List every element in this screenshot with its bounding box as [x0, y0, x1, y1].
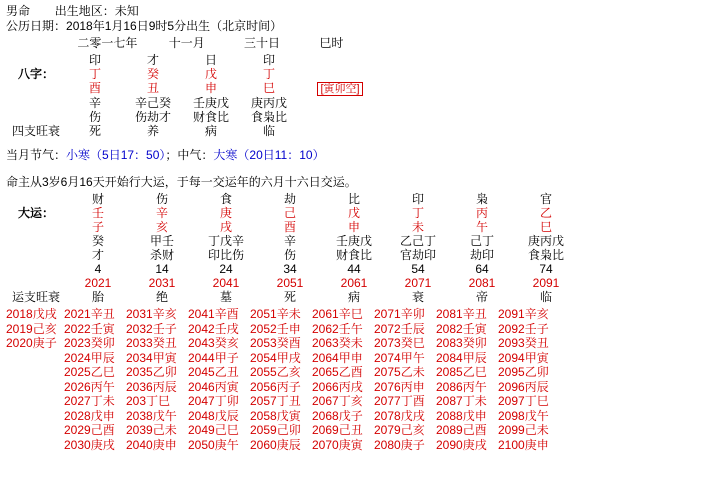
bazi-canggan-shishen-row [6, 110, 382, 124]
dayun-tiangan-row [6, 206, 578, 220]
liunian-cell: 2075乙未 [374, 365, 425, 379]
header-line-2 [6, 19, 707, 34]
dayun-dizhi-row [6, 220, 578, 234]
liunian-cell: 2061辛巳 [312, 307, 363, 321]
liunian-cell: 2080庚子 [374, 437, 425, 452]
dayun-canggan-0: 癸 [91, 234, 104, 248]
liunian-cell: 2078戊戌 [374, 408, 425, 423]
liunian-row [6, 365, 560, 380]
bazi-shishen-row [6, 53, 382, 67]
liunian-cell: 2069己丑 [312, 423, 363, 437]
dayun-canggan-shishen-3: 伤 [283, 248, 296, 262]
bazi-table [6, 53, 382, 138]
solar-date-value: 2018年1月16日9时5分出生（北京时间） [66, 19, 283, 33]
dayun-wangshuai-7: 临 [539, 290, 552, 304]
liunian-cell: 2034甲寅 [126, 350, 177, 365]
dayun-canggan-shishen-7: 食枭比 [527, 248, 564, 262]
dayun-table [6, 192, 578, 304]
header-line-1 [6, 4, 707, 19]
liunian-cell: 2045乙丑 [188, 365, 239, 379]
dayun-year-3: 2051 [276, 276, 304, 290]
liunian-row [6, 409, 560, 424]
dayun-shishen-4: 比 [347, 192, 360, 206]
liunian-cell: 2084甲辰 [436, 350, 487, 365]
kongwang-badge: [寅卯空] [317, 82, 362, 96]
dayun-age-3: 34 [283, 262, 297, 276]
bazi-wangshuai-2: 病 [204, 124, 217, 138]
bazi-wangshuai-0: 死 [88, 124, 101, 138]
bazi-canggan-0: 辛 [88, 96, 101, 110]
liunian-cell: 2039己未 [126, 423, 177, 437]
bazi-dizhi-0: 酉 [88, 81, 101, 95]
liunian-cell: 2048戊辰 [188, 408, 239, 423]
liunian-cell: 2083癸卯 [436, 336, 487, 350]
liunian-cell: 2025乙巳 [64, 365, 115, 379]
liunian-cell: 2073癸巳 [374, 336, 425, 350]
liunian-cell: 2023癸卯 [64, 336, 115, 350]
liunian-table [6, 307, 560, 452]
bazi-tiangan-0: 丁 [88, 67, 101, 81]
liunian-cell: 2044甲子 [188, 350, 239, 365]
dayun-canggan-shishen-0: 才 [91, 248, 104, 262]
dayun-year-7: 2091 [532, 276, 560, 290]
bazi-canggan-shishen-0: 伤 [88, 110, 101, 124]
dayun-dizhi-6: 午 [475, 220, 488, 234]
dayun-age-6: 64 [475, 262, 489, 276]
dayun-canggan-shishen-1: 杀财 [149, 248, 174, 262]
jieqi-row: 当月节气：小寒（5日17：50）；中气：大寒（20日11：10） [6, 148, 325, 162]
dayun-tiangan-3: 己 [283, 206, 296, 220]
bazi-shishen-2: 日 [204, 53, 217, 67]
liunian-cell: 2077丁酉 [374, 394, 425, 408]
liunian-cell: 2057丁丑 [250, 394, 301, 408]
jieqi-mid-label: 中气： [177, 148, 214, 162]
lunar-date-row [6, 36, 707, 51]
liunian-cell: 2046丙寅 [188, 379, 239, 394]
dayun-year-row [6, 276, 578, 290]
dayun-canggan-3: 辛 [283, 234, 296, 248]
liunian-cell: 2082壬寅 [436, 321, 487, 336]
dayun-wangshuai-6: 帝 [475, 290, 488, 304]
liunian-cell: 2035乙卯 [126, 365, 177, 379]
liunian-cell: 2033癸丑 [126, 336, 177, 350]
dayun-canggan-1: 甲壬 [149, 234, 174, 248]
dayun-age-1: 14 [155, 262, 169, 276]
liunian-cell: 2040庚申 [126, 437, 177, 452]
bazi-shishen-1: 才 [146, 53, 159, 67]
dayun-dizhi-2: 戌 [219, 220, 232, 234]
liunian-row [6, 394, 560, 409]
bazi-wangshuai-label: 四支旺衰 [11, 124, 60, 138]
liunian-cell: 2058戊寅 [250, 408, 301, 423]
dayun-dizhi-5: 未 [411, 220, 424, 234]
dayun-age-0: 4 [94, 262, 102, 276]
dayun-age-4: 44 [347, 262, 361, 276]
liunian-cell: 2053癸酉 [250, 336, 301, 350]
liunian-cell: 2022壬寅 [64, 321, 115, 336]
liunian-cell: 203丁巳 [126, 394, 171, 408]
dayun-tiangan-4: 戊 [347, 206, 360, 220]
liunian-row [6, 438, 560, 453]
bazi-dizhi-3: 巳 [262, 81, 275, 95]
liunian-cell: 2087丁未 [436, 394, 487, 408]
dayun-year-5: 2071 [404, 276, 432, 290]
liunian-cell: 2072壬辰 [374, 321, 425, 336]
solar-date-label: 公历日期： [6, 19, 67, 33]
dayun-tiangan-0: 壬 [91, 206, 104, 220]
lunar-year: 二零一七年 [77, 36, 138, 50]
liunian-cell: 2060庚辰 [250, 437, 301, 452]
dayun-label: 大运： [17, 206, 54, 220]
liunian-cell: 2041辛酉 [188, 307, 239, 321]
bazi-dizhi-2: 申 [204, 81, 217, 95]
bazi-tiangan-row [6, 67, 382, 81]
liunian-cell: 2090庚戌 [436, 437, 487, 452]
liunian-cell: 2049己巳 [188, 423, 239, 437]
dayun-dizhi-3: 酉 [283, 220, 296, 234]
liunian-cell: 2054甲戌 [250, 350, 301, 365]
dayun-dizhi-1: 亥 [155, 220, 168, 234]
liunian-cell: 2042壬戌 [188, 321, 239, 336]
dayun-age-2: 24 [219, 262, 233, 276]
dayun-shishen-1: 伤 [155, 192, 168, 206]
dayun-year-2: 2041 [212, 276, 240, 290]
liunian-cell: 2029己酉 [64, 423, 115, 437]
liunian-left-1: 2019己亥 [6, 321, 57, 336]
liunian-cell: 2076丙申 [374, 379, 425, 394]
liunian-cell: 2021辛丑 [64, 307, 115, 321]
lunar-hour: 巳时 [319, 36, 344, 50]
liunian-cell: 2043癸亥 [188, 336, 239, 350]
dayun-wangshuai-4: 病 [347, 290, 360, 304]
dayun-wangshuai-1: 绝 [155, 290, 168, 304]
liunian-cell: 2071辛卯 [374, 307, 425, 321]
liunian-cell: 2028戊申 [64, 408, 115, 423]
liunian-cell: 2089己酉 [436, 423, 487, 437]
bazi-shishen-3: 印 [262, 53, 275, 67]
liunian-cell: 2100庚申 [498, 437, 549, 452]
liunian-cell: 2064甲申 [312, 350, 363, 365]
liunian-row [6, 322, 560, 337]
bazi-canggan-shishen-2: 财食比 [192, 110, 229, 124]
dayun-year-4: 2061 [340, 276, 368, 290]
dayun-canggan-shishen-4: 财食比 [335, 248, 372, 262]
liunian-cell: 2088戊申 [436, 408, 487, 423]
jieqi-label: 当月节气： [6, 148, 67, 162]
dayun-tiangan-7: 乙 [539, 206, 552, 220]
liunian-cell: 2098戊午 [498, 408, 549, 423]
liunian-cell: 2093癸丑 [498, 336, 549, 350]
bazi-wangshuai-row [6, 124, 382, 138]
bazi-tiangan-3: 丁 [262, 67, 275, 81]
dayun-canggan-shishen-2: 印比伤 [207, 248, 244, 262]
dayun-canggan-shishen-row [6, 248, 578, 262]
liunian-left-2: 2020庚子 [6, 336, 57, 350]
liunian-cell: 2065乙酉 [312, 365, 363, 379]
liunian-cell: 2074甲午 [374, 350, 425, 365]
bazi-tiangan-1: 癸 [146, 67, 159, 81]
bazi-canggan-1: 辛己癸 [134, 96, 171, 110]
liunian-cell: 2056丙子 [250, 379, 301, 394]
liunian-cell: 2070庚寅 [312, 437, 363, 452]
dayun-shishen-7: 官 [539, 192, 552, 206]
bazi-canggan-2: 壬庚戊 [192, 96, 229, 110]
dayun-wangshuai-row [6, 290, 578, 304]
dayun-year-0: 2021 [84, 276, 112, 290]
liunian-cell: 2059己卯 [250, 423, 301, 437]
liunian-row [6, 351, 560, 366]
dayun-year-1: 2031 [148, 276, 176, 290]
liunian-cell: 2024甲辰 [64, 350, 115, 365]
liunian-cell: 2038戊午 [126, 408, 177, 423]
dayun-age-5: 54 [411, 262, 425, 276]
dayun-canggan-6: 己丁 [469, 234, 494, 248]
liunian-row [6, 307, 560, 322]
liunian-cell: 2067丁亥 [312, 394, 363, 408]
bazi-wangshuai-1: 养 [146, 124, 159, 138]
liunian-cell: 2091辛亥 [498, 307, 549, 321]
bazi-label: 八字： [17, 67, 54, 81]
dayun-shishen-row [6, 192, 578, 206]
liunian-cell: 2030庚戌 [64, 437, 115, 452]
dayun-canggan-4: 壬庚戊 [335, 234, 372, 248]
dayun-shishen-6: 枭 [475, 192, 488, 206]
dayun-canggan-row [6, 234, 578, 248]
dayun-dizhi-4: 申 [347, 220, 360, 234]
dayun-shishen-0: 财 [91, 192, 104, 206]
liunian-cell: 2032壬子 [126, 321, 177, 336]
bazi-tiangan-2: 戊 [204, 67, 217, 81]
liunian-cell: 2097丁巳 [498, 394, 549, 408]
jieqi-value-1: 小寒（5日17：50） [66, 148, 166, 162]
bazi-dizhi-1: 丑 [146, 81, 159, 95]
gender-label: 男命 [6, 4, 31, 18]
liunian-cell: 2055乙亥 [250, 365, 301, 379]
lunar-month: 十一月 [168, 36, 205, 50]
dayun-tiangan-1: 辛 [155, 206, 168, 220]
dayun-tiangan-6: 丙 [475, 206, 488, 220]
bazi-dizhi-row [6, 81, 382, 96]
liunian-cell: 2099己未 [498, 423, 549, 437]
liunian-cell: 2063癸未 [312, 336, 363, 350]
liunian-cell: 2095乙卯 [498, 365, 549, 379]
liunian-cell: 2094甲寅 [498, 350, 549, 365]
dayun-wangshuai-5: 衰 [411, 290, 424, 304]
liunian-row [6, 380, 560, 395]
dayun-dizhi-0: 子 [91, 220, 104, 234]
liunian-cell: 2086丙午 [436, 379, 487, 394]
dayun-canggan-shishen-6: 劫印 [469, 248, 494, 262]
liunian-cell: 2081辛丑 [436, 307, 487, 321]
dayun-wangshuai-label: 运支旺衰 [11, 290, 60, 304]
dayun-canggan-7: 庚丙戊 [527, 234, 564, 248]
liunian-cell: 2096丙辰 [498, 379, 549, 394]
lunar-day: 三十日 [244, 36, 281, 50]
liunian-cell: 2026丙午 [64, 379, 115, 394]
dayun-age-row [6, 262, 578, 276]
liunian-cell: 2068戊子 [312, 408, 363, 423]
liunian-cell: 2047丁卯 [188, 394, 239, 408]
liunian-left-0: 2018戊戌 [6, 307, 57, 321]
liunian-cell: 2062壬午 [312, 321, 363, 336]
liunian-cell: 2036丙辰 [126, 379, 177, 394]
dayun-shishen-3: 劫 [283, 192, 296, 206]
dayun-shishen-2: 食 [219, 192, 232, 206]
liunian-cell: 2079己亥 [374, 423, 425, 437]
dayun-note: 命主从3岁6月16天开始行大运，于每一交运年的六月十六日交运。 [6, 175, 357, 189]
dayun-wangshuai-2: 墓 [219, 290, 232, 304]
dayun-canggan-shishen-5: 官劫印 [399, 248, 436, 262]
dayun-shishen-5: 印 [411, 192, 424, 206]
bazi-canggan-row [6, 96, 382, 110]
bazi-canggan-3: 庚丙戊 [250, 96, 287, 110]
bazi-shishen-0: 印 [88, 53, 101, 67]
liunian-cell: 2031辛亥 [126, 307, 177, 321]
liunian-cell: 2027丁未 [64, 394, 115, 408]
liunian-cell: 2050庚午 [188, 437, 239, 452]
dayun-year-6: 2081 [468, 276, 496, 290]
liunian-cell: 2085乙巳 [436, 365, 487, 379]
bazi-canggan-shishen-3: 食枭比 [250, 110, 287, 124]
liunian-cell: 2092壬子 [498, 321, 549, 336]
liunian-row [6, 336, 560, 351]
bazi-canggan-shishen-1: 伤劫才 [134, 110, 171, 124]
dayun-wangshuai-0: 胎 [91, 290, 104, 304]
liunian-cell: 2066丙戌 [312, 379, 363, 394]
dayun-dizhi-7: 巳 [539, 220, 552, 234]
dayun-tiangan-5: 丁 [411, 206, 424, 220]
liunian-cell: 2052壬申 [250, 321, 301, 336]
liunian-row [6, 423, 560, 438]
dayun-canggan-5: 乙己丁 [399, 234, 436, 248]
dayun-tiangan-2: 庚 [219, 206, 232, 220]
dayun-canggan-2: 丁戊辛 [207, 234, 244, 248]
dayun-age-7: 74 [539, 262, 553, 276]
bazi-wangshuai-3: 临 [262, 124, 275, 138]
jieqi-value-2: 大寒（20日11：10） [213, 148, 325, 162]
liunian-cell: 2051辛未 [250, 307, 301, 321]
dayun-wangshuai-3: 死 [283, 290, 296, 304]
birthplace-label: 出生地区：未知 [54, 4, 139, 18]
